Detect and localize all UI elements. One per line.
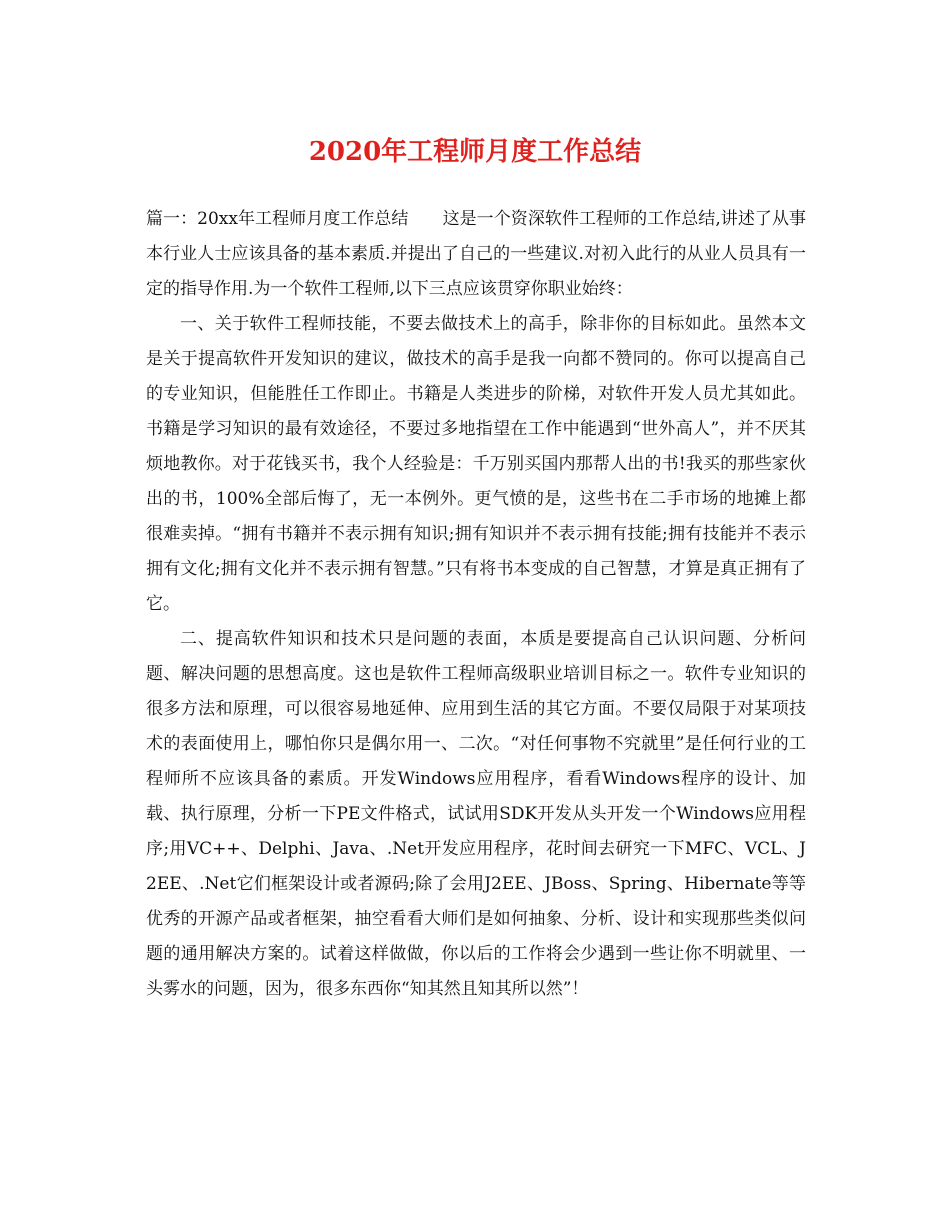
document-body bbox=[146, 202, 806, 1007]
document-title: 2020年工程师月度工作总结 bbox=[308, 137, 642, 167]
paragraph-point-two: 二、提高软件知识和技术只是问题的表面，本质是要提高自己认识问题、分析问题、解决问题的思想高度。这也是软件工程师高级职业培训目标之一。软件专业知识的很多方法和原理，可以很容易地延伸、应用到生活的其它方面。不要仅局限于对某项技术的表面使用上，哪怕你只是偶尔用一、二次。“对任何事物不究就里”是任何行业的工程师所不应该具备的素质。开发Windows应用程序，看看Windows程序的设计、加载、执行原理，分析一下PE文件格式，试试用SDK开发从头开发一个Windows应用程序;用VC++、Delphi、Java、.Net开发应用程序，花时间去研究一下MFC、VCL、J2EE、.Net它们框架设计或者源码;除了会用J2EE、JBoss、Spring、Hibernate等等优秀的开源产品或者框架，抽空看看大师们是如何抽象、分析、设计和实现那些类似问题的通用解决方案的。试着这样做做，你以后的工作将会少遇到一些让你不明就里、一头雾水的问题，因为，很多东西你“知其然且知其所以然”！ bbox=[146, 629, 806, 999]
paragraph-intro: 篇一：20xx年工程师月度工作总结 这是一个资深软件工程师的工作总结,讲述了从事本行业人士应该具备的基本素质.并提出了自己的一些建议.对初入此行的从业人员具有一定的指导作用.为一个软件工程师,以下三点应该贯穿你职业始终： bbox=[146, 209, 806, 299]
paragraph-point-one: 一、关于软件工程师技能，不要去做技术上的高手，除非你的目标如此。虽然本文是关于提高软件开发知识的建议，做技术的高手是我一向都不赞同的。你可以提高自己的专业知识，但能胜任工作即止。书籍是人类进步的阶梯，对软件开发人员尤其如此。书籍是学习知识的最有效途径，不要过多地指望在工作中能遇到“世外高人”，并不厌其烦地教你。对于花钱买书，我个人经验是：千万别买国内那帮人出的书!我买的那些家伙出的书，100%全部后悔了，无一本例外。更气愤的是，这些书在二手市场的地摊上都很难卖掉。“拥有书籍并不表示拥有知识;拥有知识并不表示拥有技能;拥有技能并不表示拥有文化;拥有文化并不表示拥有智慧。”只有将书本变成的自己智慧，才算是真正拥有了它。 bbox=[146, 314, 806, 614]
